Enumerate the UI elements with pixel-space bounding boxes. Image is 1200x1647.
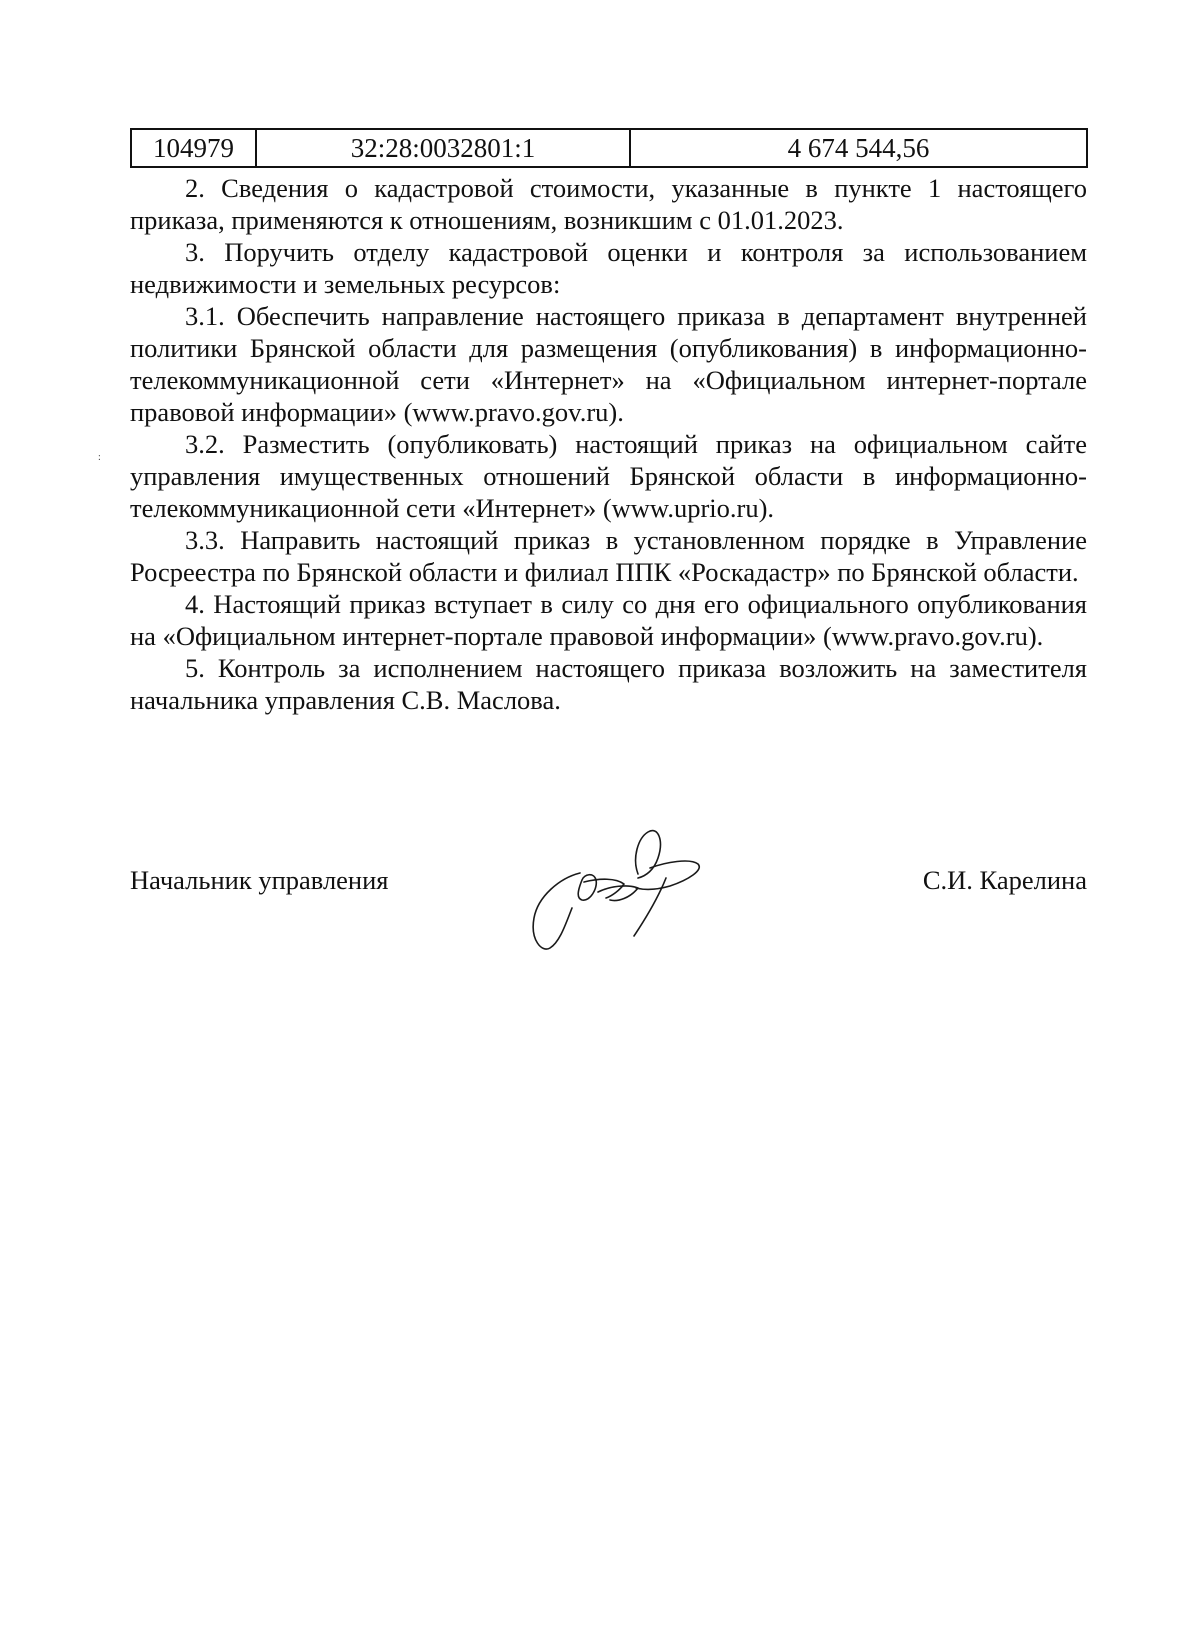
- table-cell-cadastral-number: 32:28:0032801:1: [256, 129, 630, 167]
- paragraph-3-2: 3.2. Разместить (опубликовать) настоящий приказ на официальном сайте управления имущественных отношений Брянской области в информационно-телекоммуникационной сети «Интернет» (www.uprio.ru).: [130, 429, 1087, 523]
- paragraph-5: 5. Контроль за исполнением настоящего приказа возложить на заместителя начальника управления С.В. Маслова.: [130, 653, 1087, 715]
- document-body: [130, 172, 1087, 716]
- paragraph-4: 4. Настоящий приказ вступает в силу со дня его официального опубликования на «Официальном интернет-портале правовой информации» (www.pravo.gov.ru).: [130, 589, 1087, 651]
- signatory-title: Начальник управления: [130, 865, 389, 895]
- cadastral-table: [130, 128, 1088, 168]
- table-row: [131, 129, 1087, 167]
- paragraph-3-3: 3.3. Направить настоящий приказ в установленном порядке в Управление Росреестра по Брянской области и филиал ППК «Роскадастр» по Брянской области.: [130, 525, 1087, 587]
- table-cell-value: 4 674 544,56: [630, 129, 1087, 167]
- paragraph-2: 2. Сведения о кадастровой стоимости, указанные в пункте 1 настоящего приказа, применяются к отношениям, возникшим с 01.01.2023.: [130, 173, 1087, 235]
- margin-mark: :: [98, 452, 101, 463]
- signatory-name: С.И. Карелина: [922, 865, 1087, 895]
- handwritten-signature: [520, 818, 710, 968]
- paragraph-3: 3. Поручить отделу кадастровой оценки и контроля за использованием недвижимости и земельных ресурсов:: [130, 237, 1087, 299]
- table-cell-number: 104979: [131, 129, 256, 167]
- paragraph-3-1: 3.1. Обеспечить направление настоящего приказа в департамент внутренней политики Брянской области для размещения (опубликования) в информационно-телекоммуникационной сети «Интернет» на «Официальном интернет-портале правовой информации» (www.pravo.gov.ru).: [130, 301, 1087, 427]
